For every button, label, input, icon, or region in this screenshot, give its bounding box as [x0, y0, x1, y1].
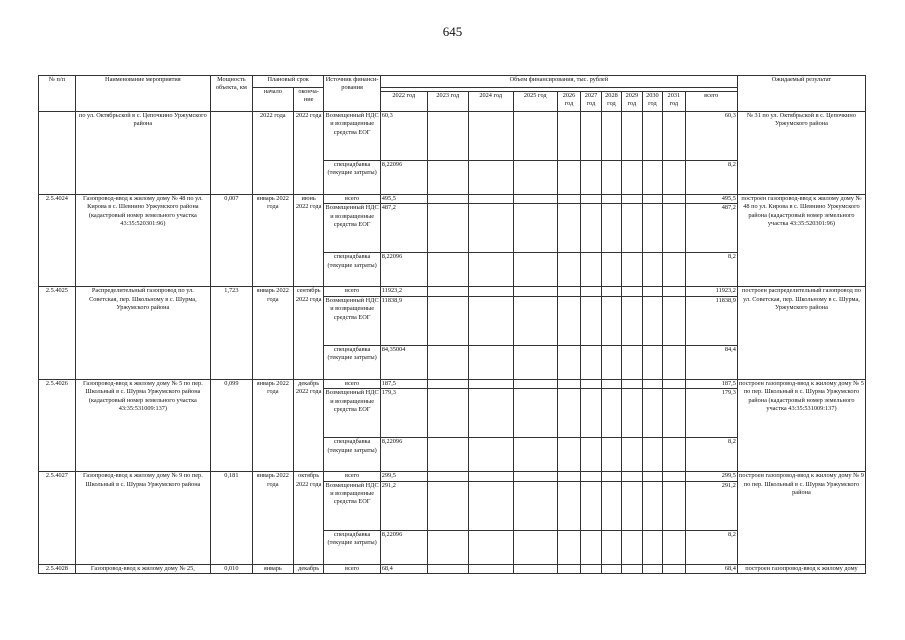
row-value-empty — [427, 481, 468, 530]
row-value-empty — [642, 389, 662, 438]
row-value-empty — [513, 296, 557, 345]
row-value-empty — [642, 112, 662, 161]
row-value-empty — [557, 345, 581, 379]
row-value-empty — [468, 287, 513, 296]
row-value-empty — [427, 253, 468, 287]
row-value-empty — [601, 195, 621, 204]
header-start: начало — [252, 88, 293, 112]
table-row — [39, 195, 866, 204]
row-value-empty — [642, 253, 662, 287]
row-value-empty — [468, 389, 513, 438]
row-value-empty — [468, 161, 513, 195]
row-number: 2.5.4026 — [39, 379, 76, 471]
row-value-empty — [557, 379, 581, 388]
row-value-empty — [513, 287, 557, 296]
page-number: 645 — [442, 24, 463, 39]
row-value-empty — [513, 389, 557, 438]
row-value-empty — [642, 161, 662, 195]
row-value-empty — [427, 564, 468, 573]
row-source: всего — [324, 379, 380, 388]
row-value-empty — [557, 564, 581, 573]
row-value-empty — [581, 161, 601, 195]
row-value-empty — [513, 112, 557, 161]
row-number — [39, 112, 76, 195]
row-value-empty — [557, 253, 581, 287]
row-value-empty — [642, 530, 662, 564]
row-value-empty — [622, 253, 642, 287]
header-end: оконча-ние — [293, 88, 324, 112]
row-value-empty — [663, 481, 686, 530]
row-value-empty — [557, 195, 581, 204]
row-value-2022: 8,22096 — [380, 161, 427, 195]
row-value-empty — [581, 287, 601, 296]
row-value-empty — [427, 296, 468, 345]
row-result: построен газопровод-ввод к жилому дому № 48 по ул. Кирова в с. Шевнино Уржумского района (кадастровый номер земельного участка 43:35:520301:96) — [737, 195, 865, 287]
row-value-empty — [581, 296, 601, 345]
row-capacity: 0,099 — [210, 379, 252, 471]
row-value-empty — [581, 195, 601, 204]
row-source: спецнадбавка (текущие затраты) — [324, 161, 380, 195]
row-start: 2022 года — [252, 112, 293, 195]
header-year: 2024 год — [468, 92, 513, 112]
row-value-empty — [622, 161, 642, 195]
row-number: 2.5.4027 — [39, 472, 76, 564]
row-value-empty — [427, 112, 468, 161]
row-total: 487,2 — [685, 204, 737, 253]
row-value-empty — [663, 530, 686, 564]
header-year: 2022 год — [380, 92, 427, 112]
header-source: Источник финанси-рования — [324, 76, 380, 112]
row-value-2022: 8,22096 — [380, 438, 427, 472]
header-year: 2023 год — [427, 92, 468, 112]
row-value-empty — [622, 481, 642, 530]
row-value-2022: 487,2 — [380, 204, 427, 253]
row-value-2022: 8,22096 — [380, 253, 427, 287]
row-end: октябрь 2022 года — [293, 472, 324, 564]
row-value-empty — [427, 195, 468, 204]
row-value-empty — [513, 564, 557, 573]
row-value-empty — [663, 112, 686, 161]
row-value-empty — [601, 253, 621, 287]
row-value-2022: 179,3 — [380, 389, 427, 438]
row-source: Возмещенный НДС и возвращенные средства ЕОГ — [324, 112, 380, 161]
row-total: 68,4 — [685, 564, 737, 573]
financing-table — [38, 75, 866, 574]
row-end: декабрь — [293, 564, 324, 573]
row-value-empty — [663, 564, 686, 573]
row-source: Возмещенный НДС и возвращенные средства ЕОГ — [324, 296, 380, 345]
header-plan-term: Плановый срок — [252, 76, 324, 88]
row-name: по ул. Октябрьской в с. Цепочкино Уржумского района — [75, 112, 210, 195]
row-value-empty — [468, 296, 513, 345]
row-value-empty — [557, 287, 581, 296]
row-value-empty — [581, 438, 601, 472]
row-total: 60,3 — [685, 112, 737, 161]
row-total: 11923,2 — [685, 287, 737, 296]
row-value-empty — [601, 112, 621, 161]
row-value-empty — [642, 195, 662, 204]
row-value-empty — [468, 204, 513, 253]
row-value-empty — [601, 379, 621, 388]
row-value-empty — [622, 204, 642, 253]
row-value-empty — [427, 438, 468, 472]
row-value-empty — [468, 253, 513, 287]
row-value-empty — [601, 481, 621, 530]
row-value-2022: 11838,9 — [380, 296, 427, 345]
header-year: 2025 год — [513, 92, 557, 112]
row-value-empty — [663, 379, 686, 388]
row-name: Газопровод-ввод к жилому дому № 48 по ул. Кирова в с. Шевнино Уржумского района (кадастровый номер земельного участка 43:35:520301:96) — [75, 195, 210, 287]
row-value-empty — [622, 389, 642, 438]
row-number: 2.5.4025 — [39, 287, 76, 379]
row-value-empty — [601, 472, 621, 481]
row-value-empty — [663, 296, 686, 345]
header-volume: Объем финансирования, тыс. рублей — [380, 76, 737, 88]
row-value-2022: 84,35004 — [380, 345, 427, 379]
table-row — [39, 472, 866, 481]
row-value-empty — [427, 472, 468, 481]
row-value-empty — [581, 253, 601, 287]
row-value-empty — [622, 438, 642, 472]
row-value-empty — [663, 253, 686, 287]
row-value-empty — [622, 472, 642, 481]
row-value-empty — [468, 564, 513, 573]
header-num: № п/п — [39, 76, 76, 112]
row-start: январь 2022 года — [252, 195, 293, 287]
row-value-empty — [581, 389, 601, 438]
row-capacity: 0,007 — [210, 195, 252, 287]
row-value-2022: 60,3 — [380, 112, 427, 161]
header-year: 2030 год — [642, 92, 662, 112]
row-value-empty — [642, 564, 662, 573]
row-start: январь 2022 года — [252, 379, 293, 471]
row-value-empty — [557, 161, 581, 195]
row-number: 2.5.4028 — [39, 564, 76, 573]
row-total: 8,2 — [685, 161, 737, 195]
row-value-empty — [601, 530, 621, 564]
row-name: Газопровод-ввод к жилому дому № 5 по пер. Школьный в с. Шурма Уржумского района (кадастровый номер земельного участка 43:35:531009:137) — [75, 379, 210, 471]
row-value-empty — [663, 287, 686, 296]
row-value-empty — [663, 195, 686, 204]
row-value-empty — [513, 204, 557, 253]
row-source: Возмещенный НДС и возвращенные средства ЕОГ — [324, 481, 380, 530]
row-capacity — [210, 112, 252, 195]
header-year: 2027 год — [581, 92, 601, 112]
row-value-empty — [468, 345, 513, 379]
row-source: всего — [324, 472, 380, 481]
row-value-empty — [468, 112, 513, 161]
row-total: 291,2 — [685, 481, 737, 530]
row-value-empty — [601, 287, 621, 296]
row-source: Возмещенный НДС и возвращенные средства ЕОГ — [324, 389, 380, 438]
row-total: 495,5 — [685, 195, 737, 204]
row-value-empty — [513, 195, 557, 204]
row-value-empty — [427, 530, 468, 564]
row-value-empty — [622, 530, 642, 564]
row-result: № 31 по ул. Октябрьской в с. Цепочкино Уржумского района — [737, 112, 865, 195]
row-start: январь — [252, 564, 293, 573]
row-value-empty — [513, 345, 557, 379]
row-value-empty — [642, 345, 662, 379]
row-value-empty — [581, 345, 601, 379]
row-value-empty — [642, 438, 662, 472]
header-year: 2026 год — [557, 92, 581, 112]
row-value-empty — [642, 287, 662, 296]
table-row — [39, 287, 866, 296]
row-source: спецнадбавка (текущие затраты) — [324, 438, 380, 472]
row-value-empty — [601, 296, 621, 345]
row-value-empty — [663, 389, 686, 438]
row-value-empty — [513, 481, 557, 530]
row-value-empty — [581, 204, 601, 253]
row-value-2022: 187,5 — [380, 379, 427, 388]
row-value-empty — [427, 345, 468, 379]
row-value-empty — [642, 481, 662, 530]
row-value-empty — [557, 481, 581, 530]
row-value-empty — [468, 438, 513, 472]
row-value-empty — [622, 296, 642, 345]
row-total: 84,4 — [685, 345, 737, 379]
row-total: 8,2 — [685, 530, 737, 564]
row-end: сентябрь 2022 года — [293, 287, 324, 379]
row-value-empty — [468, 481, 513, 530]
row-number: 2.5.4024 — [39, 195, 76, 287]
row-source: Возмещенный НДС и возвращенные средства ЕОГ — [324, 204, 380, 253]
row-value-empty — [601, 345, 621, 379]
row-source: спецнадбавка (текущие затраты) — [324, 253, 380, 287]
row-capacity: 0,181 — [210, 472, 252, 564]
row-total: 8,2 — [685, 253, 737, 287]
row-value-empty — [581, 379, 601, 388]
row-name: Распределительный газопровод по ул. Советская, пер. Школьному в с. Шурма, Уржумского района — [75, 287, 210, 379]
row-value-2022: 8,22096 — [380, 530, 427, 564]
row-value-2022: 291,2 — [380, 481, 427, 530]
row-end: декабрь 2022 года — [293, 379, 324, 471]
row-result: построен газопровод-ввод к жилому дому — [737, 564, 865, 573]
row-name: Газопровод-ввод к жилому дому № 25, — [75, 564, 210, 573]
row-source: всего — [324, 287, 380, 296]
row-value-empty — [427, 287, 468, 296]
table-row — [39, 379, 866, 388]
header-capacity: Мощность объекта, км — [210, 76, 252, 112]
header-year: 2029 год — [622, 92, 642, 112]
row-value-empty — [642, 204, 662, 253]
row-value-empty — [513, 161, 557, 195]
row-value-empty — [663, 204, 686, 253]
row-source: всего — [324, 564, 380, 573]
table-row — [39, 112, 866, 161]
row-value-empty — [581, 564, 601, 573]
row-value-empty — [557, 530, 581, 564]
row-total: 179,3 — [685, 389, 737, 438]
row-value-2022: 299,5 — [380, 472, 427, 481]
header-name: Наименование мероприятия — [75, 76, 210, 112]
row-end: июнь 2022 года — [293, 195, 324, 287]
row-value-empty — [601, 204, 621, 253]
row-value-empty — [513, 530, 557, 564]
row-value-empty — [642, 472, 662, 481]
row-value-empty — [581, 530, 601, 564]
row-value-empty — [557, 438, 581, 472]
row-value-empty — [427, 204, 468, 253]
row-value-empty — [557, 389, 581, 438]
row-value-empty — [622, 379, 642, 388]
row-value-empty — [581, 472, 601, 481]
row-value-empty — [622, 345, 642, 379]
row-source: спецнадбавка (текущие затраты) — [324, 345, 380, 379]
row-value-empty — [557, 112, 581, 161]
row-value-empty — [581, 112, 601, 161]
row-value-2022: 11923,2 — [380, 287, 427, 296]
row-value-empty — [468, 195, 513, 204]
row-source: всего — [324, 195, 380, 204]
row-source: спецнадбавка (текущие затраты) — [324, 530, 380, 564]
row-value-empty — [581, 481, 601, 530]
row-value-empty — [513, 438, 557, 472]
row-end: 2022 года — [293, 112, 324, 195]
header-year: 2031 год — [663, 92, 686, 112]
row-value-empty — [642, 379, 662, 388]
row-result: построен распределительный газопровод по ул. Советская, пер. Школьному в с. Шурма, Уржумского района — [737, 287, 865, 379]
row-value-empty — [557, 204, 581, 253]
row-value-empty — [557, 296, 581, 345]
row-total: 187,5 — [685, 379, 737, 388]
row-value-empty — [601, 438, 621, 472]
row-value-empty — [663, 345, 686, 379]
row-start: январь 2022 года — [252, 472, 293, 564]
row-start: январь 2022 года — [252, 287, 293, 379]
row-value-empty — [663, 438, 686, 472]
row-name: Газопровод-ввод к жилому дому № 9 по пер. Школьный в с. Шурма Уржумского района — [75, 472, 210, 564]
row-total: 8,2 — [685, 438, 737, 472]
row-value-empty — [513, 379, 557, 388]
row-value-empty — [427, 379, 468, 388]
row-value-empty — [622, 564, 642, 573]
row-result: построен газопровод-ввод к жилому дому № 9 по пер. Школьный в с. Шурма Уржумского района — [737, 472, 865, 564]
row-value-empty — [468, 530, 513, 564]
row-value-empty — [622, 287, 642, 296]
row-value-empty — [468, 472, 513, 481]
row-total: 299,5 — [685, 472, 737, 481]
row-value-empty — [513, 253, 557, 287]
row-value-empty — [663, 472, 686, 481]
row-value-empty — [622, 112, 642, 161]
header-result: Ожидаемый результат — [737, 76, 865, 112]
row-capacity: 1,723 — [210, 287, 252, 379]
row-value-empty — [601, 389, 621, 438]
row-value-empty — [557, 472, 581, 481]
header-year: всего — [685, 92, 737, 112]
row-value-empty — [427, 389, 468, 438]
row-value-empty — [622, 195, 642, 204]
row-value-empty — [663, 161, 686, 195]
row-result: построен газопровод-ввод к жилому дому № 5 по пер. Школьный в с. Шурма Уржумского района (кадастровый номер земельного участка 43:35:531009:137) — [737, 379, 865, 471]
table-row — [39, 564, 866, 573]
row-value-2022: 68,4 — [380, 564, 427, 573]
row-capacity: 0,010 — [210, 564, 252, 573]
row-value-2022: 495,5 — [380, 195, 427, 204]
row-value-empty — [601, 564, 621, 573]
row-value-empty — [427, 161, 468, 195]
row-value-empty — [601, 161, 621, 195]
row-value-empty — [468, 379, 513, 388]
header-year: 2028 год — [601, 92, 621, 112]
row-value-empty — [642, 296, 662, 345]
row-value-empty — [513, 472, 557, 481]
row-total: 11838,9 — [685, 296, 737, 345]
